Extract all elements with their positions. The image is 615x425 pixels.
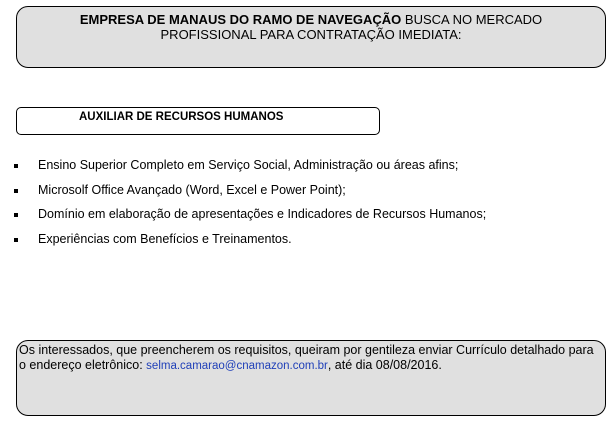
list-item <box>14 232 486 257</box>
requirement-text: Domínio em elaboração de apresentações e Indicadores de Recursos Humanos; <box>38 207 487 221</box>
contact-text-after: , até dia 08/08/2016. <box>327 358 442 372</box>
job-title: AUXILIAR DE RECURSOS HUMANOS <box>79 111 284 123</box>
list-item <box>14 207 486 232</box>
bullet-icon <box>14 213 18 217</box>
bullet-icon <box>14 164 18 168</box>
list-item <box>14 158 486 183</box>
header-line-2: PROFISSIONAL PARA CONTRATAÇÃO IMEDIATA: <box>160 27 462 42</box>
company-header-box <box>16 6 606 68</box>
header-line-1-rest: BUSCA NO MERCADO <box>401 12 543 27</box>
header-line-1 <box>17 12 605 27</box>
job-title-box <box>16 107 380 135</box>
email-link[interactable]: selma.camarao@cnamazon.com.br <box>146 360 328 372</box>
company-name: EMPRESA DE MANAUS DO RAMO DE NAVEGAÇÃO <box>79 12 402 27</box>
list-item <box>14 183 486 208</box>
requirements-list <box>14 158 486 256</box>
bullet-icon <box>14 238 18 242</box>
requirement-text: Microsolf Office Avançado (Word, Excel e Power Point); <box>38 182 346 197</box>
requirement-text: Experiências com Benefícios e Treinamentos. <box>38 231 292 246</box>
contact-info-box <box>16 340 606 416</box>
bullet-icon <box>14 189 18 193</box>
requirement-text: Ensino Superior Completo em Serviço Social, Administração ou áreas afins; <box>38 158 459 172</box>
contact-text-before: Os interessados, que preencherem os requisitos, queiram por gentileza enviar Currículo detalhado para o endereço eletrônico: <box>19 343 594 372</box>
